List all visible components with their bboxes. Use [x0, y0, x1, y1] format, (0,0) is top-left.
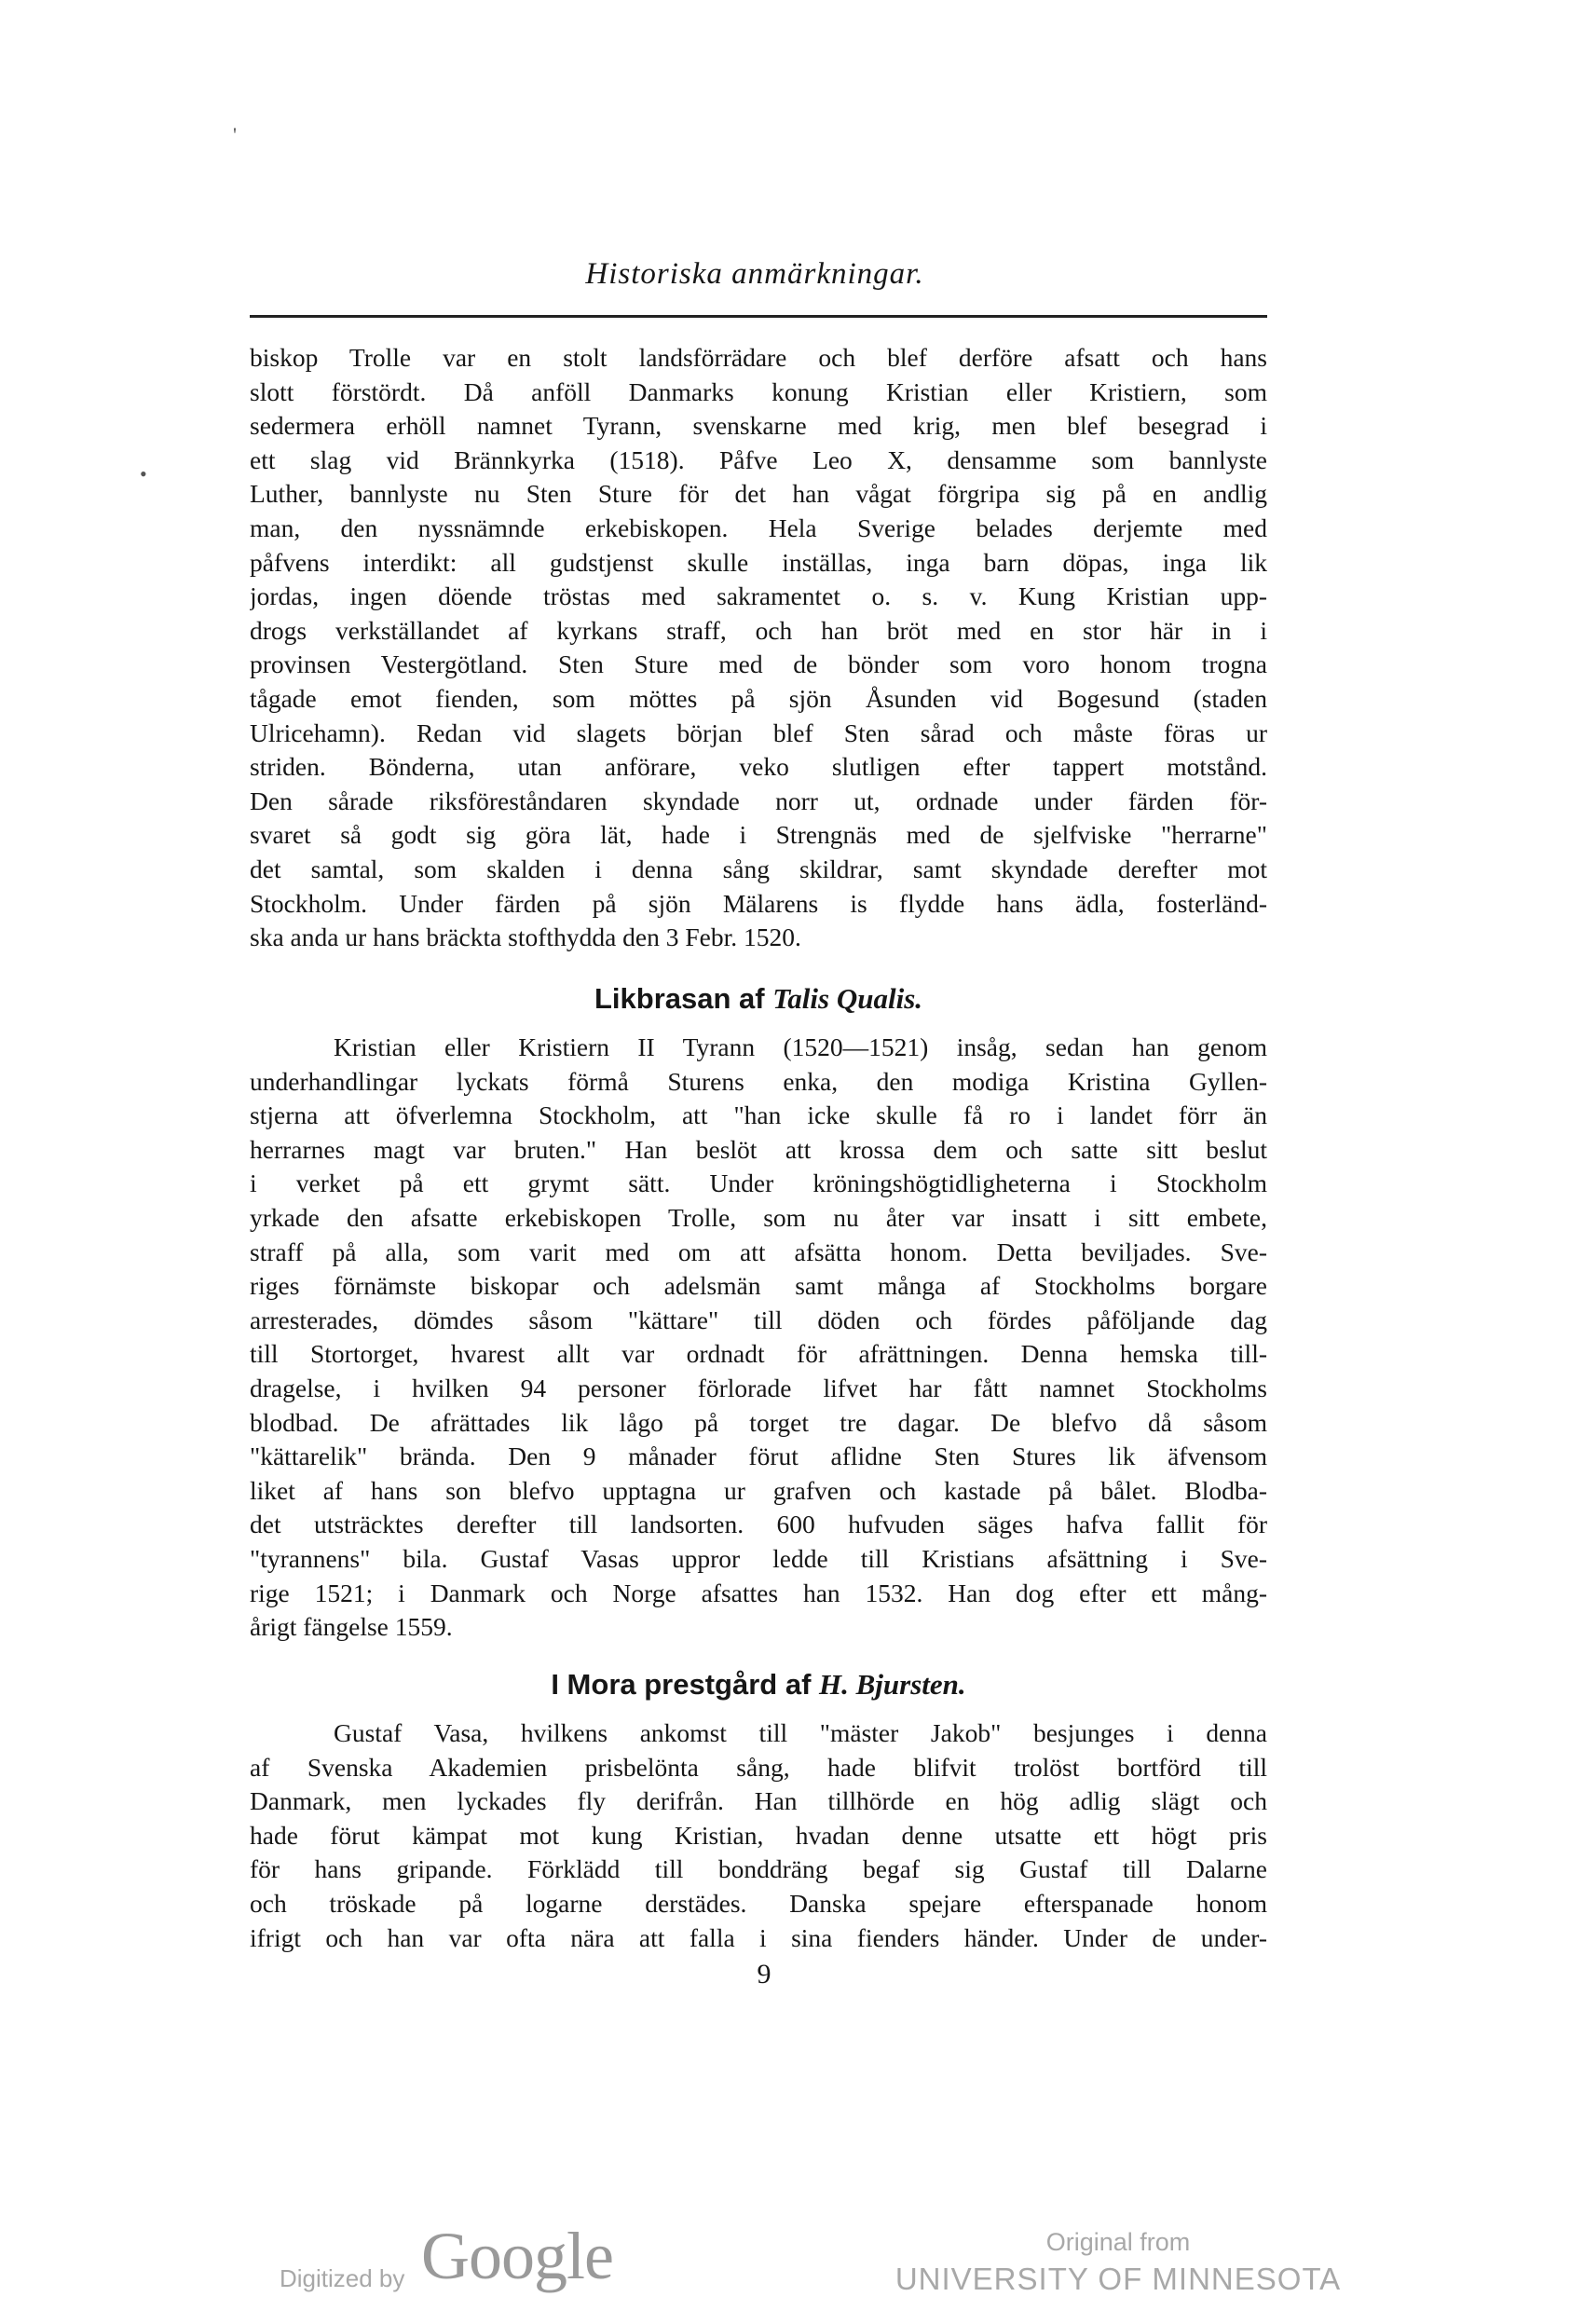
text-line: underhandlingar lyckats förmå Sturens enka, den modiga Kristina Gyllen- [250, 1066, 1267, 1096]
text-line: sedermera erhöll namnet Tyrann, svenskarne med krig, men blef besegrad i [250, 411, 1267, 441]
text-line: ifrigt och han var ofta nära att falla i sina fienders händer. Under de under- [250, 1922, 1267, 1952]
stray-mark-margin: • [140, 462, 147, 485]
text-line: biskop Trolle var en stolt landsförrädare och blef derföre afsatt och hans [250, 343, 1267, 372]
text-line: af Svenska Akademien prisbelönta sång, hade blifvit trolöst bortförd till [250, 1752, 1267, 1782]
text-line: slott förstördt. Då anföll Danmarks konung Kristian eller Kristiern, som [250, 376, 1267, 406]
text-line: "tyrannens" bila. Gustaf Vasas uppror ledde till Kristians afsättning i Sve- [250, 1543, 1267, 1573]
text-line: stjerna att öfverlemna Stockholm, att "han icke skulle få ro i landet förr än [250, 1100, 1267, 1130]
original-from-label: Original from [1045, 2228, 1191, 2256]
paragraph-first [250, 341, 1267, 955]
digitized-by-watermark [280, 2218, 671, 2302]
page-number: 9 [757, 1959, 772, 1989]
institution-label: UNIVERSITY OF MINNESOTA [894, 2262, 1342, 2296]
text-line: ett slag vid Brännkyrka (1518). Påfve Leo X, densamme som bannlyste [250, 444, 1267, 474]
text-line: ska anda ur hans bräckta stofthydda den 3 Febr. 1520. [250, 923, 801, 952]
stray-mark-top: ' [233, 123, 237, 146]
text-line: tågade emot fienden, som möttes på sjön Åsunden vid Bogesund (staden [250, 683, 1267, 713]
text-line: det samtal, som skalden i denna sång skildrar, samt skyndade derefter mot [250, 854, 1267, 883]
section-title-text: Likbrasan af [594, 982, 765, 1015]
text-line: striden. Bönderna, utan anförare, veko slutligen efter tappert motstånd. [250, 752, 1267, 782]
text-line: Ulricehamn). Redan vid slagets början blef Sten sårad och måste föras ur [250, 718, 1267, 747]
original-from-watermark [876, 2225, 1360, 2300]
header-rule [250, 315, 1267, 318]
paragraph-mora [250, 1716, 1267, 1955]
text-line: påfvens interdikt: all gudstjenst skulle inställas, inga barn döpas, inga lik [250, 547, 1267, 577]
text-line: hade förut kämpat mot kung Kristian, hvadan denne utsatte ett högt pris [250, 1820, 1267, 1850]
text-line: yrkade den afsatte erkebiskopen Trolle, som nu åter var insatt i sitt embete, [250, 1202, 1267, 1232]
text-line: Stockholm. Under färden på sjön Mälarens is flydde hans ädla, fosterländ- [250, 888, 1267, 918]
section-title-author: Talis Qualis. [772, 982, 923, 1015]
digitized-by-label: Digitized by [280, 2264, 405, 2292]
text-line: rige 1521; i Danmark och Norge afsattes han 1532. Han dog efter ett mång- [250, 1578, 1267, 1607]
paragraph-likbrasan [250, 1031, 1267, 1645]
text-line: herrarnes magt var bruten." Han beslöt att krossa dem och satte sitt beslut [250, 1134, 1267, 1164]
section-title-text: I Mora prestgård af [551, 1668, 812, 1701]
text-line: Gustaf Vasa, hvilkens ankomst till "mäster Jakob" besjunges i denna [334, 1718, 1267, 1747]
text-line: straff på alla, som varit med om att afsätta honom. Detta beviljades. Sve- [250, 1237, 1267, 1266]
text-line: man, den nyssnämnde erkebiskopen. Hela Sverige belades derjemte med [250, 513, 1267, 542]
text-line: blodbad. De afrättades lik lågo på torget tre dagar. De blefvo då såsom [250, 1407, 1267, 1437]
text-line: svaret så godt sig göra lät, hade i Strengnäs med de sjelfviske "herrarne" [250, 820, 1267, 850]
text-line: riges förnämste biskopar och adelsmän samt många af Stockholms borgare [250, 1271, 1267, 1301]
text-line: och tröskade på logarne derstädes. Danska spejare efterspanade honom [250, 1888, 1267, 1918]
text-line: årigt fängelse 1559. [250, 1612, 453, 1642]
text-line: Kristian eller Kristiern II Tyrann (1520—1521) insåg, sedan han genom [334, 1032, 1267, 1061]
section-title-author: H. Bjursten. [819, 1668, 966, 1701]
text-line: provinsen Vestergötland. Sten Sture med de bönder som voro honom trogna [250, 649, 1267, 679]
text-line: drogs verkställandet af kyrkans straff, och han bröt med en stor här in i [250, 615, 1267, 645]
section-title-likbrasan [250, 980, 1267, 1018]
text-line: jordas, ingen döende tröstas med sakramentet o. s. v. Kung Kristian upp- [250, 581, 1267, 611]
text-line: för hans gripande. Förklädd till bonddräng begaf sig Gustaf till Dalarne [250, 1854, 1267, 1884]
text-line: det utsträcktes derefter till landsorten. 600 hufvuden säges hafva fallit för [250, 1510, 1267, 1539]
text-line: liket af hans son blefvo upptagna ur grafven och kastade på bålet. Blodba- [250, 1475, 1267, 1505]
text-line: till Stortorget, hvarest allt var ordnadt för afrättningen. Denna hemska till- [250, 1339, 1267, 1369]
text-line: i verket på ett grymt sätt. Under kröningshögtidligheterna i Stockholm [250, 1169, 1267, 1198]
section-title-mora [250, 1666, 1267, 1703]
text-line: Den sårade riksföreståndaren skyndade norr ut, ordnade under färden för- [250, 786, 1267, 815]
text-line: "kättarelik" brända. Den 9 månader förut aflidne Sten Stures lik äfvensom [250, 1442, 1267, 1471]
text-line: Luther, bannlyste nu Sten Sture för det han vågat förgripa sig på en andlig [250, 479, 1267, 509]
text-line: dragelse, i hvilken 94 personer förlorade lifvet har fått namnet Stockholms [250, 1373, 1267, 1402]
google-logo: Google [421, 2219, 613, 2293]
text-line: arresterades, dömdes såsom "kättare" till döden och fördes påföljande dag [250, 1305, 1267, 1334]
text-line: Danmark, men lyckades fly derifrån. Han tillhörde en hög adlig slägt och [250, 1786, 1267, 1816]
running-head: Historiska anmärkningar. [585, 257, 924, 291]
